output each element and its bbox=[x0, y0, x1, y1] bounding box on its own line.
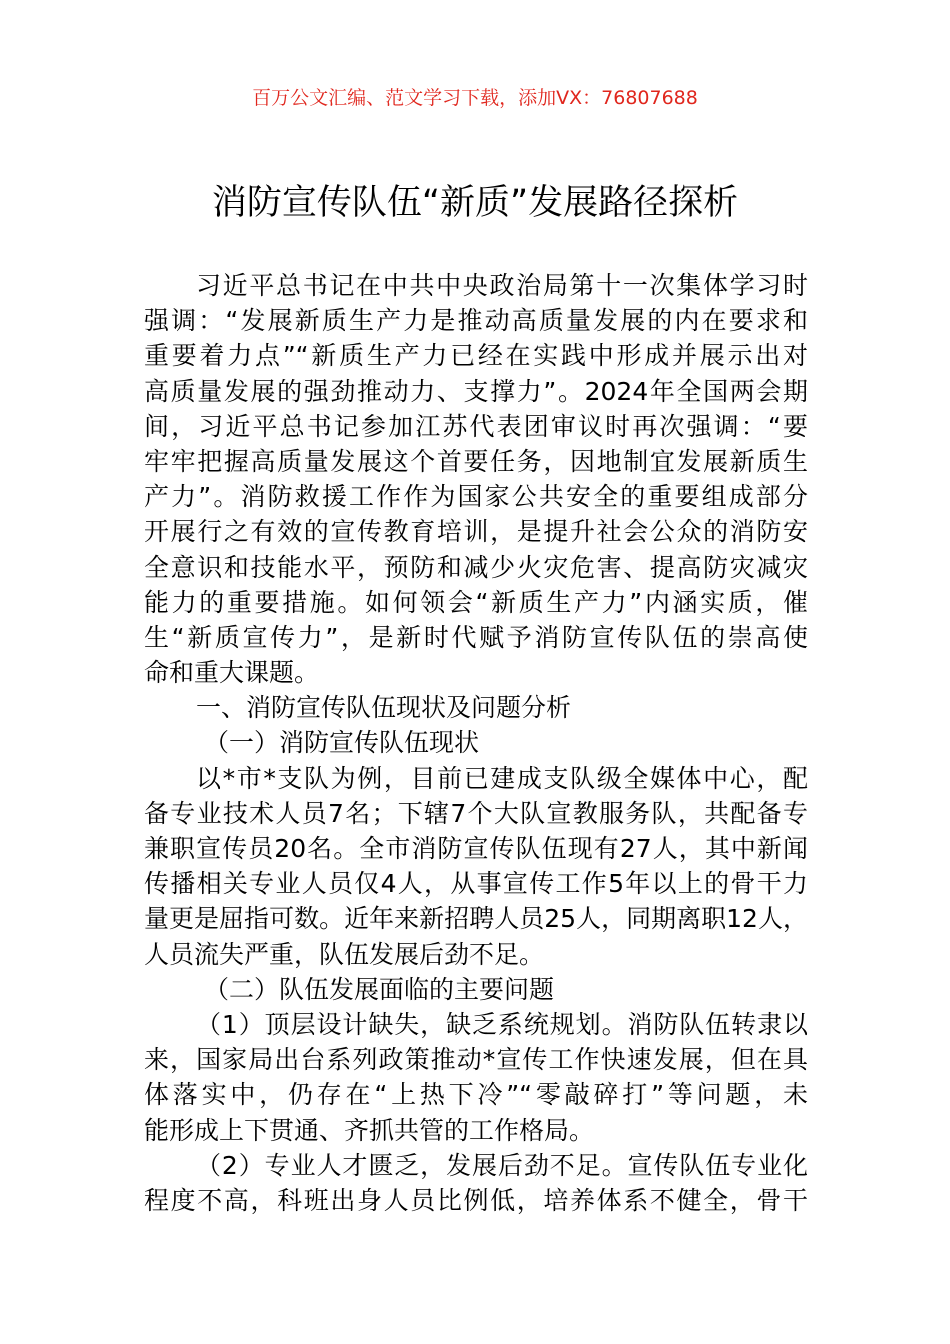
body-line: 重要着力点”“新质生产力已经在实践中形成并展示出对 bbox=[144, 341, 808, 371]
document-body bbox=[144, 268, 808, 1218]
body-line: 传播相关专业人员仅4人，从事宣传工作5年以上的骨干力 bbox=[144, 869, 808, 899]
body-line: 习近平总书记在中共中央政治局第十一次集体学习时 bbox=[196, 271, 808, 300]
body-line: 强调：“发展新质生产力是推动高质量发展的内在要求和 bbox=[144, 306, 808, 336]
body-line: 人员流失严重，队伍发展后劲不足。 bbox=[144, 939, 545, 969]
subsection-heading: （一）消防宣传队伍现状 bbox=[204, 728, 480, 758]
body-line: 间，习近平总书记参加江苏代表团审议时再次强调：“要 bbox=[144, 411, 808, 441]
body-line: 高质量发展的强劲推动力、支撑力”。2024年全国两会期 bbox=[144, 376, 808, 406]
body-line: 能力的重要措施。如何领会“新质生产力”内涵实质，催 bbox=[144, 587, 808, 617]
body-line: 备专业技术人员7名；下辖7个大队宣教服务队，共配备专 bbox=[144, 798, 808, 828]
body-line: 体落实中，仍存在“上热下冷”“零敲碎打”等问题，未 bbox=[144, 1080, 808, 1110]
body-line: 牢牢把握高质量发展这个首要任务，因地制宜发展新质生 bbox=[144, 446, 808, 476]
body-line: 兼职宣传员20名。全市消防宣传队伍现有27人，其中新闻 bbox=[144, 834, 808, 863]
body-line: 能形成上下贯通、齐抓共管的工作格局。 bbox=[144, 1115, 595, 1145]
subsection-heading: （二）队伍发展面临的主要问题 bbox=[204, 974, 555, 1004]
body-line: 以*市*支队为例，目前已建成支队级全媒体中心，配 bbox=[196, 763, 808, 793]
body-line: 产力”。消防救援工作作为国家公共安全的重要组成部分 bbox=[144, 482, 808, 512]
header-note: 百万公文汇编、范文学习下载，添加VX：76807688 bbox=[252, 87, 698, 109]
body-line: 程度不高，科班出身人员比例低，培养体系不健全，骨干 bbox=[144, 1185, 808, 1215]
body-line: 来，国家局出台系列政策推动*宣传工作快速发展，但在具 bbox=[144, 1045, 808, 1075]
body-line: （2）专业人才匮乏，发展后劲不足。宣传队伍专业化 bbox=[196, 1150, 808, 1180]
body-line: 全意识和技能水平，预防和减少火灾危害、提高防灾减灾 bbox=[144, 552, 808, 582]
document-title: 消防宣传队伍“新质”发展路径探析 bbox=[211, 183, 739, 223]
body-line: 生“新质宣传力”，是新时代赋予消防宣传队伍的崇高使 bbox=[144, 622, 808, 652]
body-line: 量更是屈指可数。近年来新招聘人员25人，同期离职12人， bbox=[144, 904, 808, 934]
body-line: 开展行之有效的宣传教育培训，是提升社会公众的消防安 bbox=[144, 517, 808, 547]
section-heading: 一、消防宣传队伍现状及问题分析 bbox=[196, 693, 572, 723]
body-line: 命和重大课题。 bbox=[144, 658, 320, 688]
body-line: （1）顶层设计缺失，缺乏系统规划。消防队伍转隶以 bbox=[196, 1009, 808, 1039]
